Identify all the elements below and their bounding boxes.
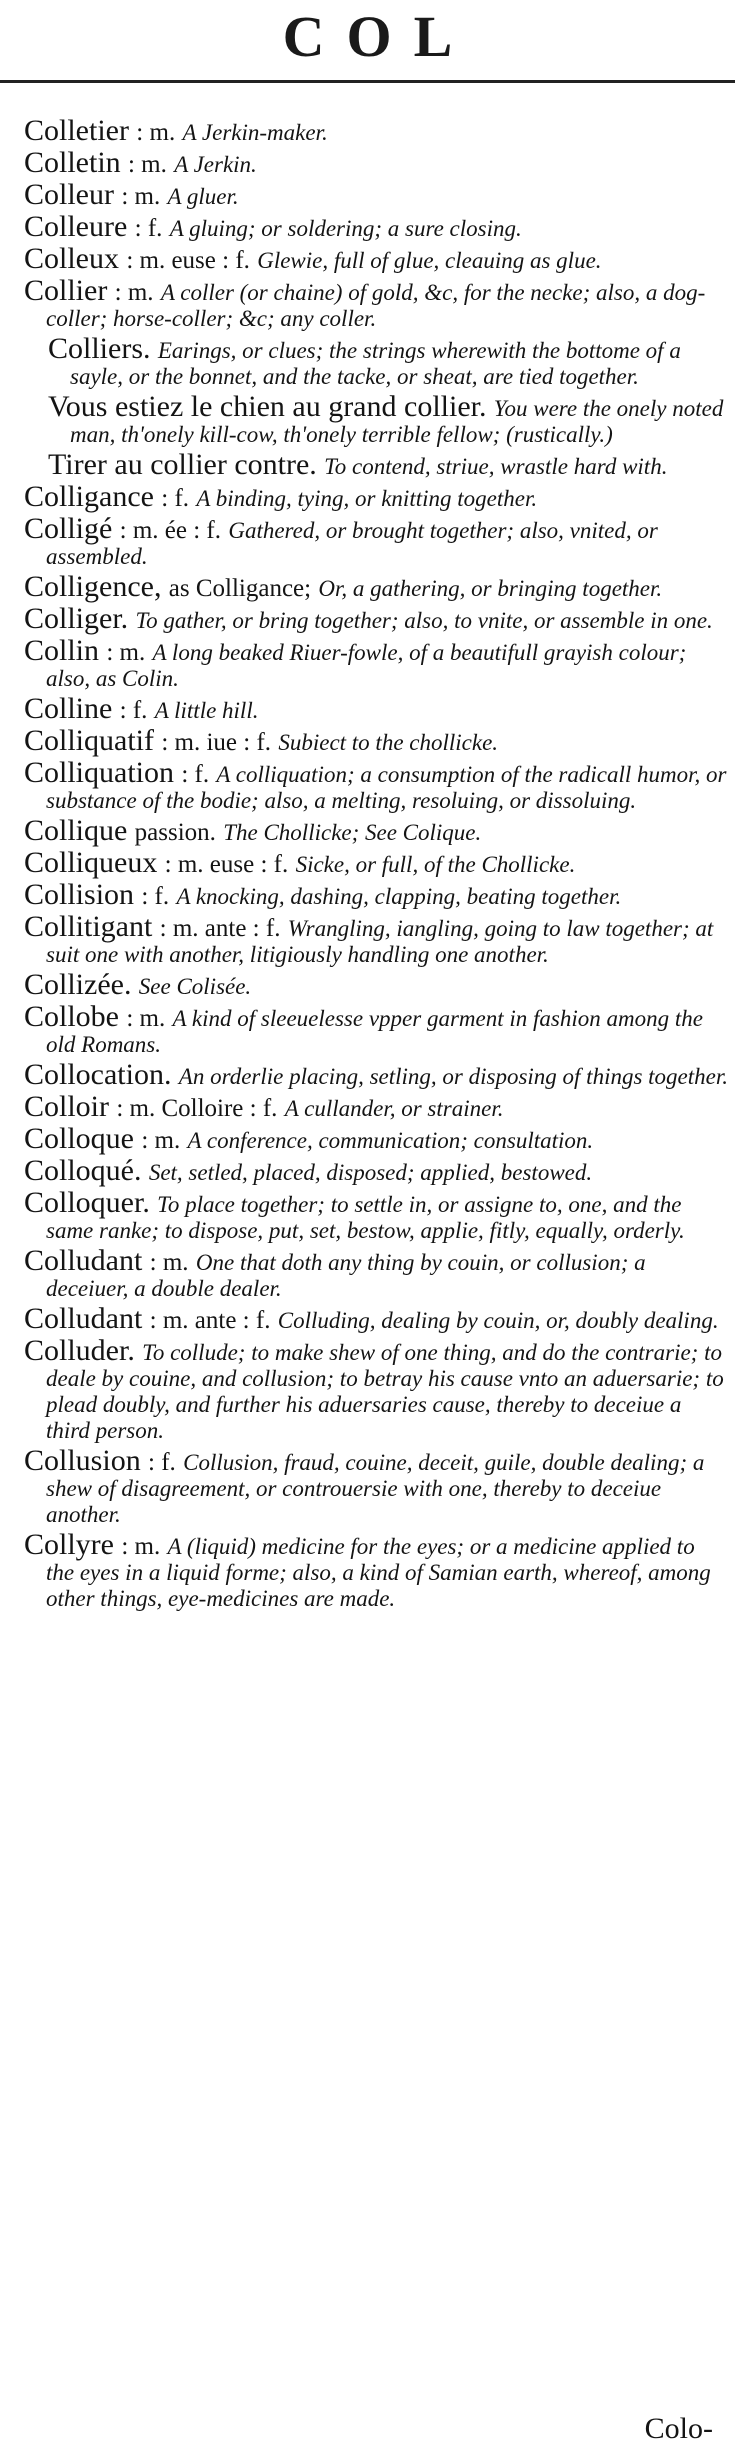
entry-grammar: : m. bbox=[136, 119, 176, 146]
entry-definition: A binding, tying, or knitting together. bbox=[196, 486, 538, 511]
entry-headword: Colloqué. bbox=[24, 1154, 142, 1187]
entry-definition: An orderlie placing, setling, or disposing of things together. bbox=[178, 1064, 729, 1089]
entry-definition: To contend, striue, wrastle hard with. bbox=[324, 454, 668, 479]
entry-headword: Colloir bbox=[24, 1090, 110, 1123]
dictionary-entry bbox=[24, 1444, 728, 1528]
entry-headword: Colloque bbox=[24, 1122, 134, 1155]
dictionary-entry bbox=[24, 1528, 728, 1612]
entry-headword: Collyre bbox=[24, 1528, 114, 1561]
entry-definition: Or, a gathering, or bringing together. bbox=[318, 576, 663, 601]
entry-headword: Collique bbox=[24, 814, 128, 847]
entry-headword: Collision bbox=[24, 878, 135, 911]
entry-definition: A coller (or chaine) of gold, &c, for the necke; also, a dog-coller; horse-coller; &c; any coller. bbox=[46, 280, 706, 331]
entry-grammar: : m. iue : f. bbox=[161, 729, 272, 756]
entry-definition: Gathered, or brought together; also, vnited, or assembled. bbox=[46, 518, 658, 569]
entry-grammar: : f. bbox=[119, 697, 148, 724]
entry-headword: Tirer au collier contre. bbox=[48, 448, 317, 481]
entry-headword: Colletin bbox=[24, 146, 121, 179]
entry-definition: A Jerkin. bbox=[174, 152, 257, 177]
entry-grammar: : f. bbox=[148, 1449, 176, 1476]
entry-definition: Set, setled, placed, disposed; applied, bestowed. bbox=[148, 1160, 593, 1185]
entry-headword: Colliger. bbox=[24, 602, 129, 635]
entry-headword: Collobe bbox=[24, 1000, 119, 1033]
dictionary-entry bbox=[24, 1000, 728, 1058]
entry-grammar: : m. ée : f. bbox=[119, 517, 222, 544]
entry-definition: A little hill. bbox=[154, 698, 259, 723]
entry-headword: Collier bbox=[24, 274, 108, 307]
entry-headword: Colludant bbox=[24, 1244, 143, 1277]
entry-headword: Colloquer. bbox=[24, 1186, 150, 1219]
entry-list bbox=[24, 114, 729, 1616]
entry-headword: Colleux bbox=[24, 242, 119, 275]
entry-headword: Collitigant bbox=[24, 910, 153, 943]
entry-headword: Colliquatif bbox=[24, 724, 154, 757]
entry-grammar: : m. bbox=[149, 1249, 189, 1276]
entry-grammar: : m. Colloire : f. bbox=[116, 1095, 278, 1122]
entry-grammar: : m. euse : f. bbox=[126, 247, 250, 274]
entry-definition: A gluer. bbox=[167, 184, 239, 209]
entry-headword: Collizée. bbox=[24, 968, 132, 1001]
dictionary-entry bbox=[24, 910, 728, 968]
entry-grammar: : f. bbox=[141, 883, 170, 910]
dictionary-entry bbox=[24, 1122, 728, 1155]
entry-definition: Colluding, dealing by couin, or, doubly dealing. bbox=[277, 1308, 719, 1333]
entry-grammar: : m. bbox=[127, 151, 167, 178]
entry-grammar: : m. bbox=[126, 1005, 166, 1032]
entry-definition: A (liquid) medicine for the eyes; or a medicine applied to the eyes in a liquid forme; also, a kind of Samian earth, whereof, among other things, eye-medicines are made. bbox=[46, 1534, 711, 1611]
dictionary-entry bbox=[24, 724, 728, 757]
entry-definition: A cullander, or strainer. bbox=[284, 1096, 504, 1121]
entry-definition: Wrangling, iangling, going to law together; at suit one with another, litigiously handling one another. bbox=[46, 916, 714, 967]
entry-grammar: : f. bbox=[181, 761, 210, 788]
entry-definition: A gluing; or soldering; a sure closing. bbox=[169, 216, 522, 241]
entry-definition: Earings, or clues; the strings wherewith the bottome of a sayle, or the bonnet, and the tacke, or sheat, are tied together. bbox=[70, 338, 681, 389]
dictionary-entry bbox=[24, 1244, 728, 1302]
dictionary-entry bbox=[24, 1058, 729, 1091]
dictionary-entry bbox=[24, 846, 728, 879]
entry-grammar: : m. bbox=[141, 1127, 181, 1154]
dictionary-entry bbox=[24, 146, 728, 179]
dictionary-entry bbox=[24, 1186, 728, 1244]
entry-headword: Colligence, bbox=[24, 570, 162, 603]
entry-definition: A conference, communication; consultation. bbox=[187, 1128, 594, 1153]
entry-definition: See Colisée. bbox=[138, 974, 252, 999]
entry-definition: Subiect to the chollicke. bbox=[278, 730, 499, 755]
entry-definition: A knocking, dashing, clapping, beating together. bbox=[176, 884, 622, 909]
catchword: Colo- bbox=[644, 2412, 713, 2445]
running-head: COL bbox=[282, 4, 475, 69]
entry-grammar: : m. ante : f. bbox=[159, 915, 281, 942]
dictionary-entry bbox=[24, 242, 728, 275]
entry-headword: Colleure bbox=[24, 210, 128, 243]
dictionary-entry bbox=[24, 602, 728, 635]
dictionary-entry bbox=[24, 692, 728, 725]
entry-headword: Colline bbox=[24, 692, 113, 725]
entry-grammar: : f. bbox=[161, 485, 190, 512]
entry-headword: Colliqueux bbox=[24, 846, 158, 879]
dictionary-entry bbox=[24, 178, 728, 211]
entry-grammar: : f. bbox=[134, 215, 163, 242]
dictionary-entry bbox=[24, 1154, 728, 1187]
entry-definition: You were the onely noted man, th'onely kill-cow, th'onely terrible fellow; (rustically.) bbox=[70, 396, 724, 447]
entry-definition: A colliquation; a consumption of the radicall humor, or substance of the bodie; also, a melting, resoluing, or dissoluing. bbox=[46, 762, 727, 813]
entry-headword: Colluder. bbox=[24, 1334, 135, 1367]
page-header bbox=[0, 0, 735, 92]
dictionary-entry bbox=[24, 968, 728, 1001]
entry-grammar: : m. bbox=[114, 279, 154, 306]
entry-grammar: passion. bbox=[134, 819, 216, 846]
entry-grammar: : m. ante : f. bbox=[149, 1307, 271, 1334]
entry-headword: Collocation. bbox=[24, 1058, 172, 1091]
entry-grammar: as Colligance; bbox=[168, 575, 312, 602]
entry-definition: The Chollicke; See Colique. bbox=[223, 820, 482, 845]
entry-definition: Sicke, or full, of the Chollicke. bbox=[295, 852, 576, 877]
entry-definition: To place together; to settle in, or assigne to, one, and the same ranke; to dispose, put, set, bestow, applie, fitly, equally, orderly. bbox=[46, 1192, 685, 1243]
entry-definition: A kind of sleeuelesse vpper garment in fashion among the old Romans. bbox=[46, 1006, 703, 1057]
dictionary-entry bbox=[24, 332, 728, 390]
entry-definition: One that doth any thing by couin, or collusion; a deceiuer, a double dealer. bbox=[46, 1250, 646, 1301]
entry-definition: To gather, or bring together; also, to vnite, or assemble in one. bbox=[135, 608, 713, 633]
entry-headword: Colludant bbox=[24, 1302, 143, 1335]
entry-grammar: : m. euse : f. bbox=[164, 851, 289, 878]
entry-headword: Colligance bbox=[24, 480, 154, 513]
dictionary-entry bbox=[24, 570, 728, 603]
header-rule bbox=[0, 80, 735, 83]
entry-definition: Glewie, full of glue, cleauing as glue. bbox=[257, 248, 602, 273]
dictionary-entry bbox=[24, 634, 728, 692]
dictionary-entry bbox=[24, 814, 728, 847]
dictionary-entry bbox=[24, 1302, 728, 1335]
dictionary-entry bbox=[24, 448, 728, 481]
entry-definition: To collude; to make shew of one thing, and do the contrarie; to deale by couine, and collusion; to betray his cause vnto an aduersarie; to plead doubly, and further his aduersaries cause, thereby to deceiue a third person. bbox=[46, 1340, 724, 1443]
entry-definition: A Jerkin-maker. bbox=[182, 120, 328, 145]
entry-headword: Collin bbox=[24, 634, 100, 667]
entry-headword: Collusion bbox=[24, 1444, 141, 1477]
entry-headword: Colligé bbox=[24, 512, 113, 545]
dictionary-entry bbox=[24, 1334, 728, 1444]
dictionary-entry bbox=[24, 274, 728, 332]
entry-grammar: : m. bbox=[106, 639, 146, 666]
dictionary-entry bbox=[24, 390, 728, 448]
entry-headword: Colliers. bbox=[48, 332, 151, 365]
dictionary-entry bbox=[24, 756, 728, 814]
entry-definition: A long beaked Riuer-fowle, of a beautifull grayish colour; also, as Colin. bbox=[46, 640, 687, 691]
entry-headword: Vous estiez le chien au grand collier. bbox=[48, 390, 487, 423]
entry-grammar: : m. bbox=[121, 183, 161, 210]
dictionary-entry bbox=[24, 512, 728, 570]
dictionary-entry bbox=[24, 878, 728, 911]
dictionary-entry bbox=[24, 1090, 728, 1123]
entry-headword: Colliquation bbox=[24, 756, 174, 789]
entry-definition: Collusion, fraud, couine, deceit, guile, double dealing; a shew of disagreement, or controuersie with one, thereby to deceiue another. bbox=[46, 1450, 705, 1527]
dictionary-entry bbox=[24, 210, 728, 243]
entry-grammar: : m. bbox=[121, 1533, 161, 1560]
dictionary-entry bbox=[24, 480, 728, 513]
entry-headword: Colleur bbox=[24, 178, 114, 211]
dictionary-entry bbox=[24, 114, 728, 147]
entry-headword: Colletier bbox=[24, 114, 129, 147]
